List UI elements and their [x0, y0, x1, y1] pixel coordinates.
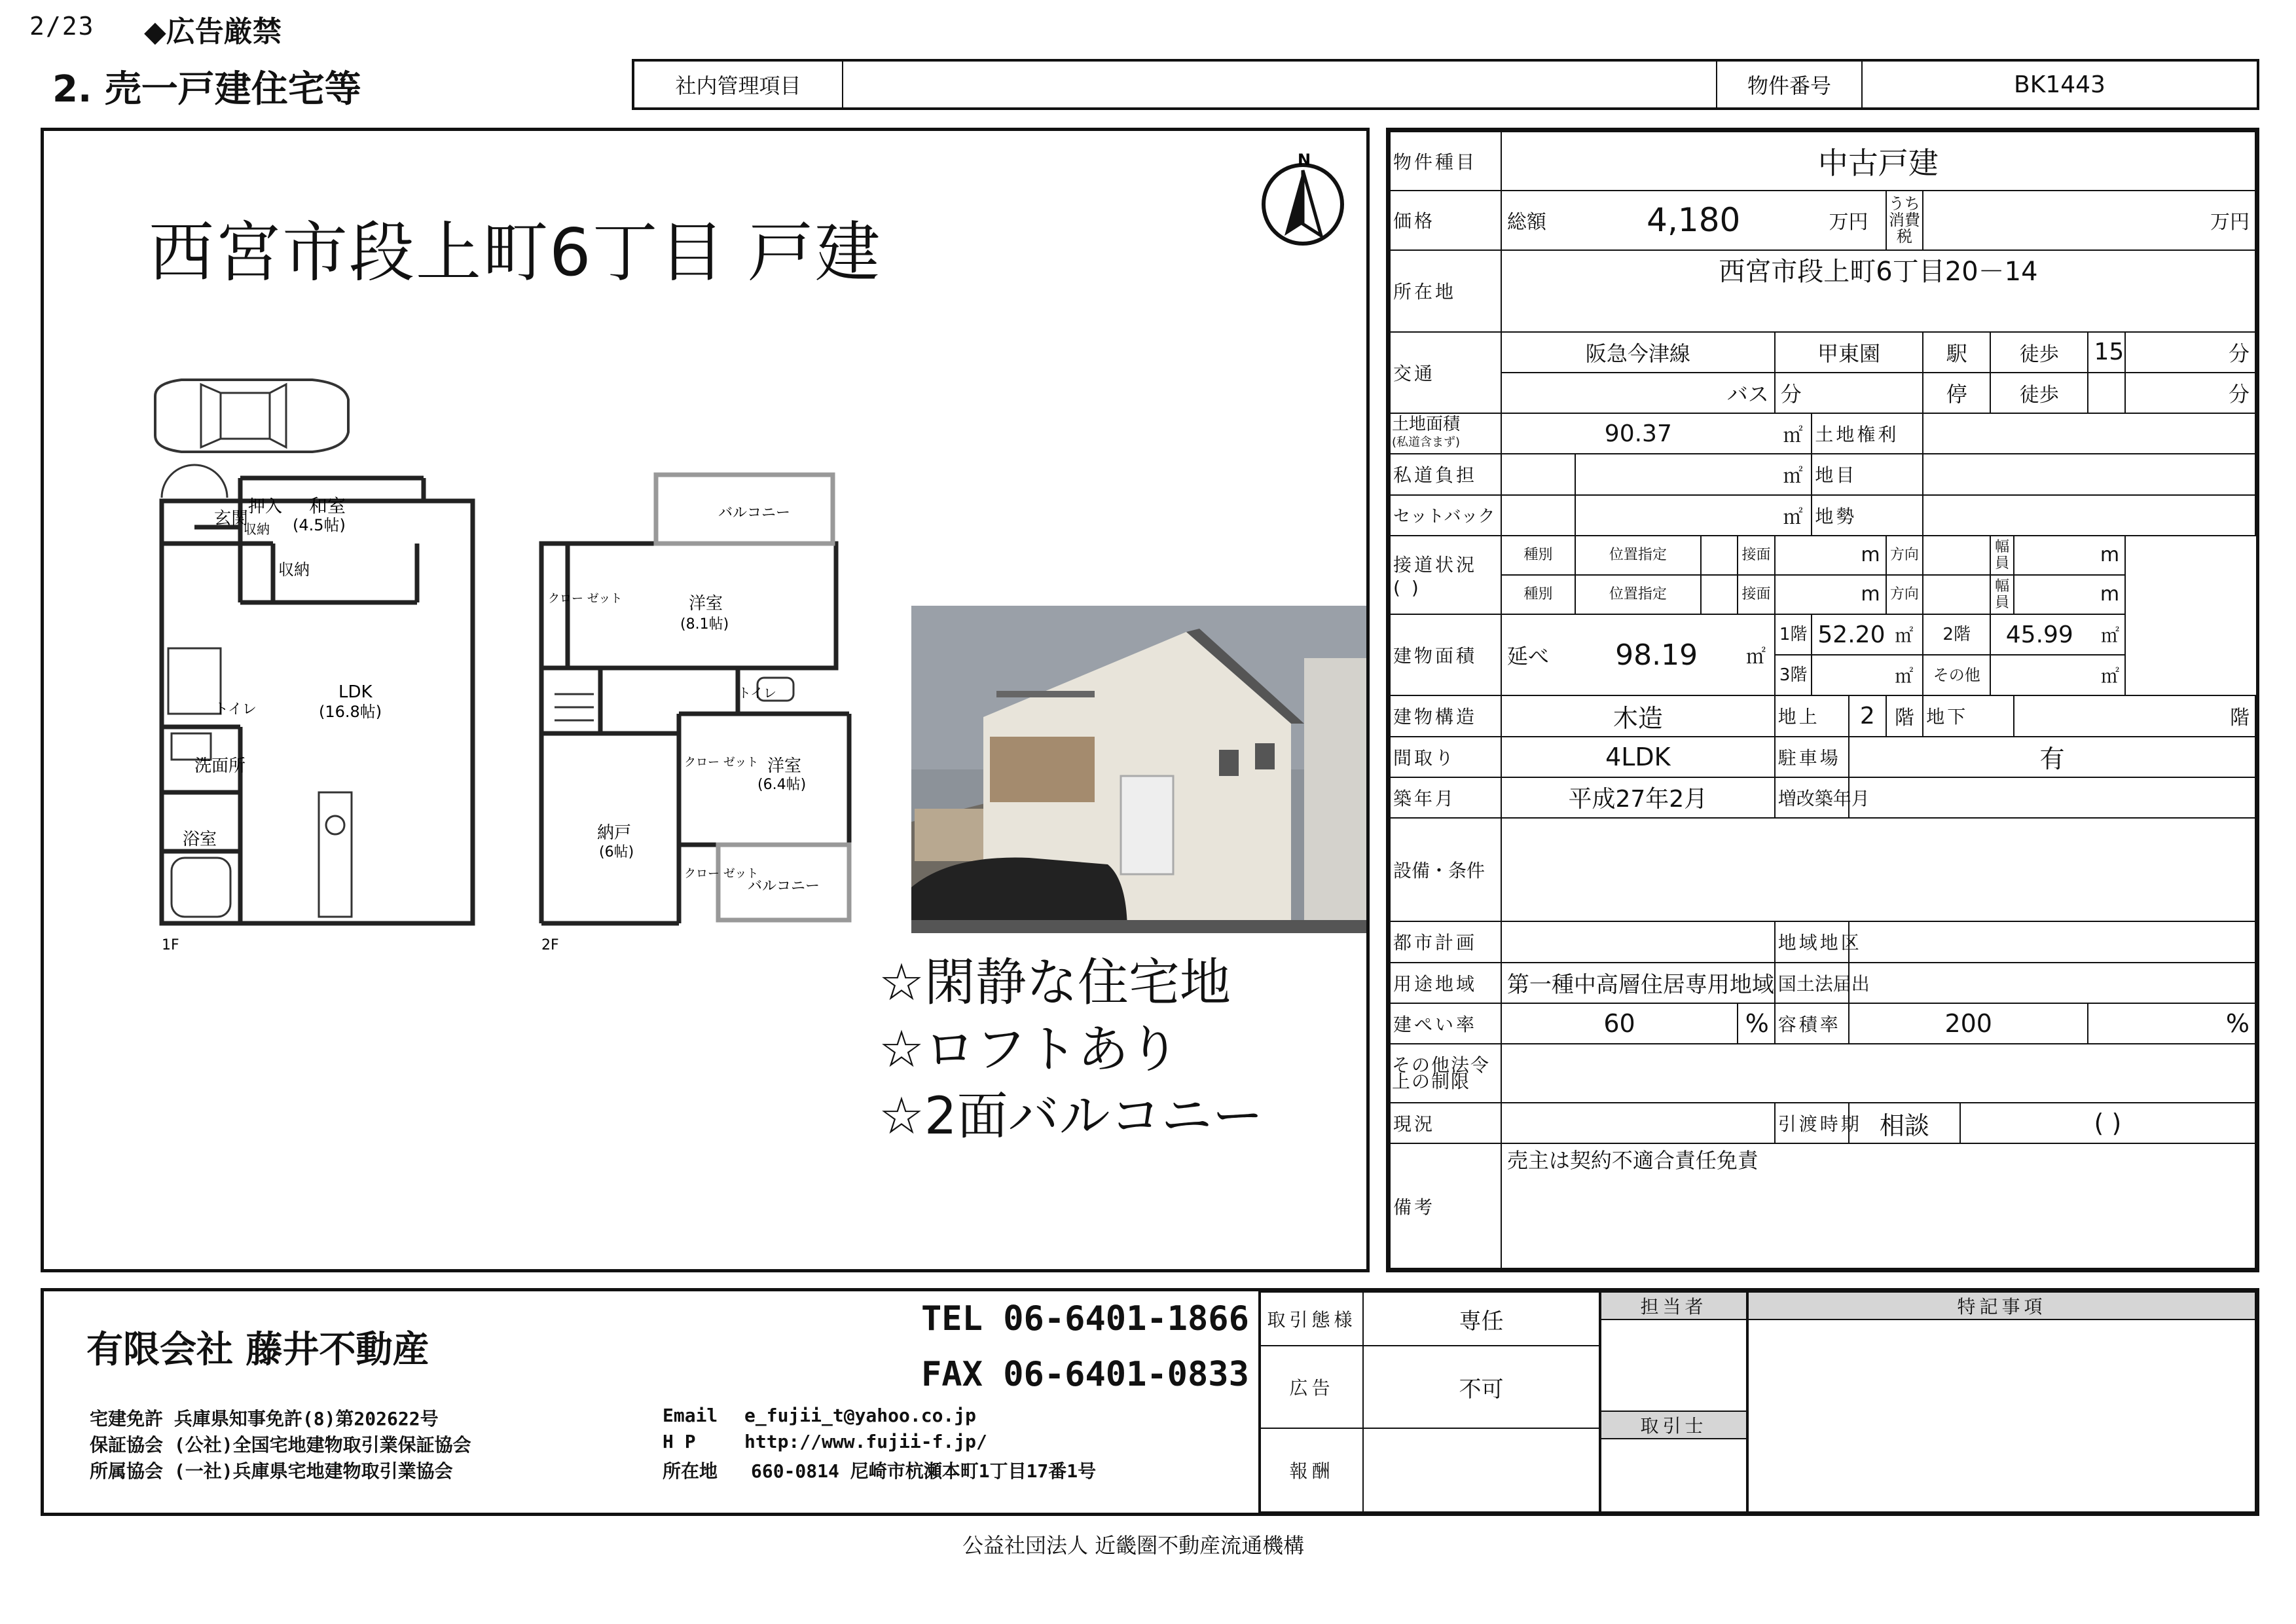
price-unit: 万円: [1812, 191, 1886, 249]
structure-value: 木造: [1501, 695, 1775, 736]
room-yoshitsu2-size: (6.4帖): [757, 777, 807, 793]
features: [879, 950, 1264, 1150]
company-address: 660-0814 尼崎市杭瀬本町1丁目17番1号: [751, 1460, 1097, 1482]
floor3-label: 3階: [1775, 655, 1812, 695]
label-other-law: その他法令上の制限: [1390, 1044, 1501, 1103]
guarantee-assoc: 保証協会 (公社)全国宅地建物取引業保証協会: [90, 1434, 471, 1456]
m-unit: m: [1775, 536, 1886, 575]
license: 宅建免許 兵庫県知事免許(8)第202622号: [90, 1408, 439, 1430]
station-suffix: 駅: [1923, 332, 1990, 373]
label-built: 築年月: [1390, 777, 1501, 818]
road-type-label: 種別: [1501, 536, 1575, 575]
label-chisei: 地勢: [1812, 495, 1923, 536]
label-road: 接道状況 ( ): [1390, 536, 1501, 614]
label-parking: 駐車場: [1775, 737, 1849, 777]
label-zoning: 用途地域: [1390, 963, 1501, 1003]
label-price: 価格: [1390, 191, 1501, 249]
floor1-area: 52.20: [1812, 614, 1886, 655]
property-number: BK1443: [1862, 60, 2258, 109]
label-fee: 報酬: [1260, 1428, 1363, 1512]
label-torihikishi: 取引士: [1601, 1411, 1747, 1439]
property-number-label: 物件番号: [1717, 60, 1862, 109]
station-name: 甲東園: [1775, 332, 1923, 373]
label-building-area: 建物面積: [1390, 614, 1501, 695]
tax-unit: 万円: [1923, 191, 2255, 249]
deal-type-value: 専任: [1363, 1292, 1599, 1346]
room-ldk-size: (16.8帖): [319, 703, 382, 721]
label-staff: 担当者: [1601, 1292, 1747, 1320]
fee-value: [1363, 1428, 1599, 1512]
bus-stop-label: 停: [1923, 373, 1990, 413]
direction-label: 方向: [1886, 536, 1923, 575]
above-ground-label: 地上: [1775, 695, 1849, 736]
floor1-label: 1階: [1775, 614, 1812, 655]
label-deal-type: 取引態様: [1260, 1292, 1363, 1346]
room-senmen: 洗面所: [194, 756, 246, 776]
room-washitsu: 和室: [309, 495, 346, 517]
percent-unit: %: [1738, 1003, 1775, 1044]
label-setback: セットバック: [1390, 495, 1501, 536]
address-label: 所在地: [663, 1460, 718, 1482]
label-type: 物件種目: [1390, 132, 1501, 191]
bcr-value: 60: [1501, 1003, 1738, 1044]
handover-paren: ( ): [1960, 1103, 2255, 1143]
price-value: 4,180: [1575, 191, 1812, 249]
floor-unit: 階: [1886, 695, 1923, 736]
tel-number: TEL 06-6401-1866: [921, 1299, 1249, 1338]
mgmt-label: 社内管理項目: [633, 60, 843, 109]
room-toilet2: トイレ: [738, 685, 776, 701]
management-table: [632, 59, 2259, 110]
agent-footer: [41, 1288, 2259, 1516]
room-nando: 納戸: [597, 823, 632, 843]
bus-unit: 分: [1775, 373, 1923, 413]
room-yoshitsu1-size: (8.1帖): [680, 616, 729, 633]
company-name: 有限会社 藤井不動産: [86, 1329, 429, 1371]
room-toilet1: トイレ: [214, 701, 257, 718]
room-balcony2: バルコニー: [748, 878, 820, 895]
label-status: 現況: [1390, 1103, 1501, 1143]
label-transport: 交通: [1390, 332, 1501, 413]
label-renovation: 増改築年月: [1775, 777, 1849, 818]
hp-link[interactable]: http://www.fujii-f.jp/: [744, 1431, 987, 1452]
sqm-unit: ㎡: [1738, 614, 1775, 695]
compass-icon: [1258, 151, 1350, 249]
fax-number: FAX 06-6401-0833: [921, 1355, 1249, 1394]
floor-unit-2: 階: [2014, 695, 2255, 736]
road-designation-label: 位置指定: [1575, 536, 1700, 575]
hp-label: H P: [663, 1431, 696, 1452]
feature-item: ☆ロフトあり: [879, 1020, 1180, 1079]
label-kokudo: 国土法届出: [1775, 963, 1849, 1003]
room-yoshitsu2: 洋室: [767, 756, 802, 776]
page-number: 2/23: [29, 12, 95, 41]
email-link[interactable]: e_fujii_t@yahoo.co.jp: [744, 1405, 977, 1426]
land-area: 90.37: [1501, 413, 1775, 454]
listing-title: 西宮市段上町6丁目 戸建: [149, 214, 882, 291]
label-equipment: 設備・条件: [1390, 818, 1501, 921]
room-yokushitsu: 浴室: [183, 830, 217, 849]
percent-unit-2: %: [2088, 1003, 2255, 1044]
room-nando-size: (6帖): [599, 844, 634, 860]
property-type: 中古戸建: [1501, 132, 2255, 191]
sqm-unit: ㎡: [1775, 413, 1812, 454]
mgmt-value: [843, 60, 1717, 109]
label-land-right: 土地権利: [1812, 413, 1923, 454]
sqm-unit-3: ㎡: [1775, 495, 1812, 536]
sqm-unit: ㎡: [2088, 655, 2125, 695]
direction-label: 方向: [1886, 575, 1923, 614]
room-shunou2: 収納: [244, 521, 270, 537]
train-line: 阪急今津線: [1501, 332, 1775, 373]
label-far: 容積率: [1775, 1003, 1849, 1044]
bus-label: バス: [1501, 373, 1775, 413]
remarks-value: 売主は契約不適合責任免責: [1501, 1143, 2255, 1268]
room-genkan: 玄関: [214, 509, 249, 528]
sqm-unit: ㎡: [1886, 655, 1923, 695]
layout-value: 4LDK: [1501, 737, 1775, 777]
tax-label: うち消費税: [1886, 191, 1923, 249]
below-ground-label: 地下: [1923, 695, 2014, 736]
room-closet1: クロー ゼット: [548, 592, 623, 606]
room-oshiire: 押入: [248, 497, 283, 517]
property-table: [1386, 128, 2259, 1272]
room-shunou: 収納: [278, 561, 310, 579]
label-2f: 2F: [541, 937, 559, 953]
total-floor-label: 延べ: [1501, 614, 1575, 695]
advertising-value: 不可: [1363, 1346, 1599, 1428]
page-title: 2. 売一戸建住宅等: [52, 68, 361, 111]
building-area: 98.19: [1575, 614, 1738, 695]
room-yoshitsu1: 洋室: [689, 594, 723, 614]
built-value: 平成27年2月: [1501, 777, 1775, 818]
address-value: 西宮市段上町6丁目20－14: [1501, 250, 2255, 332]
road-type-label: 種別: [1501, 575, 1575, 614]
zoning-value: 第一種中高層住居専用地域: [1501, 963, 1775, 1003]
listing-panel: [41, 128, 1370, 1272]
feature-item: ☆2面バルコニー: [879, 1087, 1264, 1146]
compass-n-label: N: [1298, 151, 1311, 169]
room-balcony1: バルコニー: [718, 505, 791, 521]
label-private-road: 私道負担: [1390, 454, 1501, 494]
organization: 公益社団法人 近畿圏不動産流通機構: [962, 1533, 1305, 1558]
room-closet3: クロー ゼット: [684, 867, 759, 881]
email-label: Email: [663, 1405, 718, 1426]
floor2-area: 45.99: [1990, 614, 2088, 655]
walk-minutes: 15: [2088, 332, 2125, 373]
room-washitsu-size: (4.5帖): [293, 516, 346, 534]
house-photo: [911, 606, 1366, 933]
feature-item: ☆閑静な住宅地: [879, 953, 1231, 1012]
label-address: 所在地: [1390, 250, 1501, 332]
frontage-label: 接面: [1738, 575, 1775, 614]
road-designation-label: 位置指定: [1575, 575, 1700, 614]
label-land-area: 土地面積 (私道含まず): [1390, 413, 1501, 454]
label-bcr: 建ぺい率: [1390, 1003, 1501, 1044]
min-unit-2: 分: [2125, 373, 2255, 413]
label-handover: 引渡時期: [1775, 1103, 1849, 1143]
label-district: 地域地区: [1775, 921, 1849, 962]
car-icon: [142, 370, 358, 462]
walk-label: 徒歩: [1990, 332, 2088, 373]
handover-value: 相談: [1849, 1103, 1960, 1143]
floor-plan: [109, 452, 875, 1100]
label-advertising: 広告: [1260, 1346, 1363, 1428]
price-total-label: 総額: [1501, 191, 1575, 249]
label-chimoku: 地目: [1812, 454, 1923, 494]
parking-value: 有: [1849, 737, 2255, 777]
walk-label-2: 徒歩: [1990, 373, 2088, 413]
width-label: 幅員: [1990, 536, 2014, 575]
label-layout: 間取り: [1390, 737, 1501, 777]
m-unit: m: [2014, 536, 2125, 575]
sqm-unit: ㎡: [2088, 614, 2125, 655]
room-ldk: LDK: [338, 682, 373, 702]
far-value: 200: [1849, 1003, 2088, 1044]
room-closet2: クロー ゼット: [684, 756, 759, 769]
floor2-label: 2階: [1923, 614, 1990, 655]
m-unit: m: [1775, 575, 1886, 614]
label-city-plan: 都市計画: [1390, 921, 1501, 962]
label-structure: 建物構造: [1390, 695, 1501, 736]
member-assoc: 所属協会 (一社)兵庫県宅地建物取引業協会: [90, 1460, 453, 1482]
m-unit: m: [2014, 575, 2125, 614]
sqm-unit-2: ㎡: [1775, 454, 1812, 494]
above-floors: 2: [1849, 695, 1886, 736]
ad-notice: ◆広告厳禁: [144, 15, 282, 48]
label-special-notes: 特記事項: [1748, 1292, 2255, 1320]
sqm-unit: ㎡: [1886, 614, 1923, 655]
min-unit: 分: [2125, 332, 2255, 373]
label-remarks: 備考: [1390, 1143, 1501, 1268]
other-floor-label: その他: [1923, 655, 1990, 695]
width-label: 幅員: [1990, 575, 2014, 614]
label-1f: 1F: [162, 937, 179, 953]
frontage-label: 接面: [1738, 536, 1775, 575]
